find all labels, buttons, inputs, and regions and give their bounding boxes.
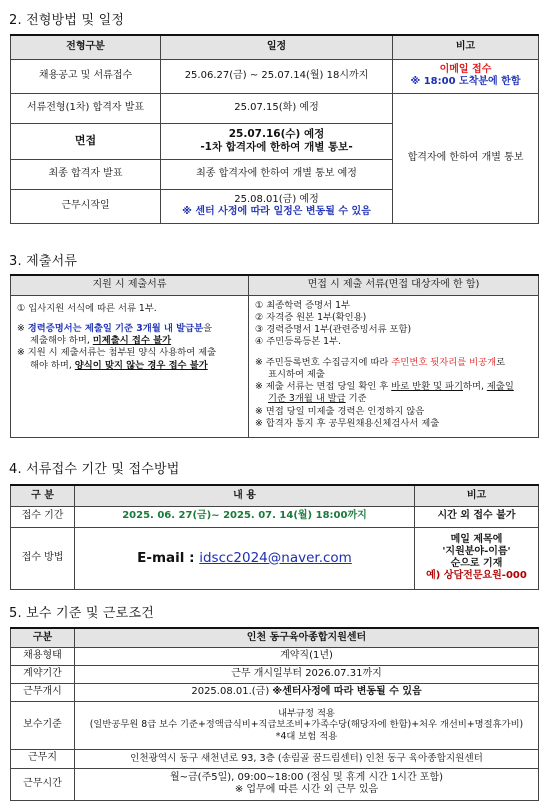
interview-date: 25.07.16(수) 예정 (228, 127, 325, 140)
method-label: 접수 방법 (11, 527, 75, 589)
row-value: 내부규정 적용 (일반공무원 8급 보수 기준+정액급식비+직급보조비+가족수당(해당자에 한함)+처우 개선비+명절휴가비) *4대 보험 적용 (75, 701, 539, 749)
row-label: 근무개시 (11, 683, 75, 701)
interview-note-3: ※ 면접 당일 미제출 경력은 인정하지 않음 (255, 405, 425, 417)
row-label: 근무지 (11, 749, 75, 768)
application-table (10, 484, 539, 590)
table-row (11, 768, 539, 800)
stage-cell: 면접 (11, 123, 161, 159)
apply-note-2: ※ 지원 시 제출서류는 첨부된 양식 사용하여 제출 (17, 347, 217, 359)
method-note: 메일 제목에 '지원분야-이름' 순으로 기재 예) 상담전문요원-000 (415, 527, 539, 589)
interview-note: -1차 합격자에 한하여 개별 통보- (200, 141, 353, 153)
note-cell (393, 59, 539, 93)
date-cell: 최종 합격자에 한하여 개별 통보 예정 (161, 159, 393, 189)
period-note: 시간 외 접수 불가 (415, 506, 539, 527)
date-cell: 25.06.27(금) ~ 25.07.14(월) 18시까지 (161, 59, 393, 93)
table-row (11, 749, 539, 768)
start-note: ※ 센터 사정에 따라 일정은 변동될 수 있음 (182, 206, 371, 217)
interview-doc-item: ② 자격증 원본 1부(확인용) (255, 311, 367, 323)
section-2-heading: 2. 전형방법 및 일정 (9, 13, 125, 28)
email-link[interactable]: idscc2024@naver.com (199, 549, 352, 566)
interview-note-1: ※ 주민등록번호 수집금지에 따라 주민번호 뒷자리를 비공개로 (255, 356, 506, 368)
header-stage: 전형구분 (11, 35, 161, 59)
header-category: 구 분 (11, 485, 75, 506)
section-3-heading: 3. 제출서류 (9, 254, 78, 269)
apply-docs-cell: ① 입사지원 서식에 따른 서류 1부. ※ 경력증명서는 제출일 기준 3개월 내 발급분을 제출해야 하며, 미제출시 접수 불가 ※ 지원 시 제출서류는 첨부된 양식 사용하여 제출 해야 하며, 양식이 맞지 않는 경우 접수 불가 (11, 295, 249, 437)
header-interview-docs: 면접 시 제출 서류(면접 대상자에 한 함) (249, 275, 539, 295)
interview-docs-cell: ① 최종학력 증명서 1부 ② 자격증 원본 1부(확인용) ③ 경력증명서 1부(관련증빙서류 포함) ④ 주민등록등본 1부. ※ 주민등록번호 수집금지에 따라 주민번호 뒷자리를 비공개로 표시하여 제출 ※ 제출 서류는 면접 당일 확인 후 바로 반환 및 파기하며, 제출일 기준 3개월 내 발급 기준 ※ 면접 당일 미제출 경력은 인정하지 않음 ※ 합격자 통지 후 공무원채용신체검사서 제출 (249, 295, 539, 437)
date-cell (161, 189, 393, 223)
stage-cell: 최종 합격자 발표 (11, 159, 161, 189)
stage-cell: 근무시작일 (11, 189, 161, 223)
row-value: 인천광역시 동구 새천년로 93, 3층 (송림골 꿈드림센터) 인천 동구 육아종합지원센터 (75, 749, 539, 768)
header-apply-docs: 지원 시 제출서류 (11, 275, 249, 295)
apply-doc-item: ① 입사지원 서식에 따른 서류 1부. (17, 302, 157, 314)
header-schedule: 일정 (161, 35, 393, 59)
row-label: 보수기준 (11, 701, 75, 749)
interview-note-2: ※ 제출 서류는 면접 당일 확인 후 바로 반환 및 파기하며, 제출일 (255, 381, 514, 393)
header-center: 인천 동구육아종합지원센터 (75, 628, 539, 647)
row-value: 근무 개시일부터 2026.07.31까지 (75, 665, 539, 683)
table-row (11, 701, 539, 749)
period-value: 2025. 06. 27(금)~ 2025. 07. 14(월) 18:00까지 (75, 506, 415, 527)
header-note: 비고 (415, 485, 539, 506)
start-date: 25.08.01(금) 예정 (234, 193, 319, 205)
header-category: 구분 (11, 628, 75, 647)
documents-table (10, 274, 539, 438)
interview-doc-item: ③ 경력증명서 1부(관련증빙서류 포함) (255, 324, 412, 336)
header-content: 내 용 (75, 485, 415, 506)
stage-cell: 서류전형(1차) 합격자 발표 (11, 93, 161, 123)
table-row (11, 683, 539, 701)
row-value: 2025.08.01.(금) ※센터사정에 따라 변동될 수 있음 (75, 683, 539, 701)
apply-note-1: ※ 경력증명서는 제출일 기준 3개월 내 발급분을 (17, 322, 213, 334)
header-note: 비고 (393, 35, 539, 59)
schedule-table (10, 34, 539, 224)
note-deadline: ※ 18:00 도착분에 한함 (410, 76, 521, 87)
table-row (11, 59, 539, 93)
table-row (11, 647, 539, 665)
stage-cell: 채용공고 및 서류접수 (11, 59, 161, 93)
table-row (11, 93, 539, 123)
date-cell: 25.07.15(화) 예정 (161, 93, 393, 123)
date-cell (161, 123, 393, 159)
row-label: 근무시간 (11, 768, 75, 800)
interview-doc-item: ① 최종학력 증명서 1부 (255, 299, 350, 311)
table-row (11, 506, 539, 527)
note-email: 이메일 접수 (439, 63, 492, 75)
row-label: 채용형태 (11, 647, 75, 665)
method-value: E-mail : idscc2024@naver.com (75, 527, 415, 589)
interview-note-4: ※ 합격자 통지 후 공무원채용신체검사서 제출 (255, 417, 440, 429)
table-row (11, 527, 539, 589)
row-label: 계약기간 (11, 665, 75, 683)
conditions-table (10, 627, 539, 801)
interview-doc-item: ④ 주민등록등본 1부. (255, 336, 341, 348)
section-5-heading: 5. 보수 기준 및 근로조건 (9, 606, 154, 621)
row-value: 계약직(1년) (75, 647, 539, 665)
merged-note-cell: 합격자에 한하여 개별 통보 (393, 93, 539, 223)
table-row (11, 665, 539, 683)
row-value: 월~금(주5일), 09:00~18:00 (점심 및 휴게 시간 1시간 포함) ※ 업무에 따른 시간 외 근무 있음 (75, 768, 539, 800)
period-label: 접수 기간 (11, 506, 75, 527)
section-4-heading: 4. 서류접수 기간 및 접수방법 (9, 462, 180, 477)
